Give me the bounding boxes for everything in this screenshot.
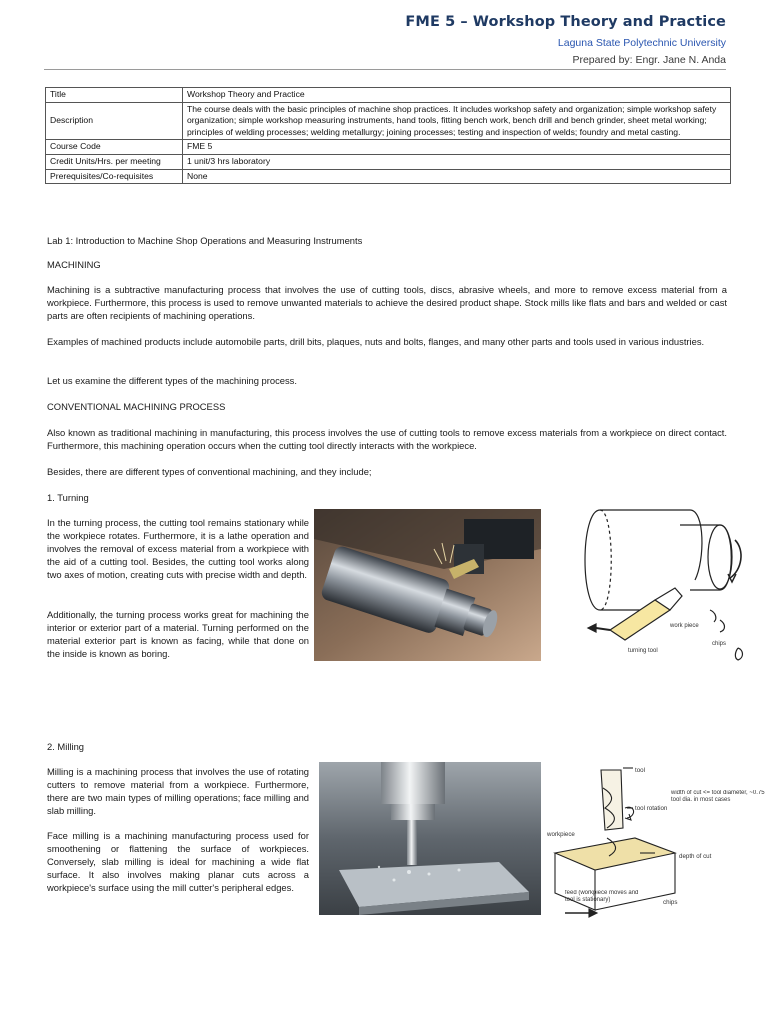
turning-paragraph-1: In the turning process, the cutting tool remains stationary while the workpiece rotates. Furthermore, it is a lathe operation and involves the removal of excess material from a workpiece with the aid of a cutting tool. Besides, the cutting tool works along two axes of motion, creating cuts with precise width and depth.	[47, 517, 309, 580]
description-value: The course deals with the basic principles of machine shop practices. It includes workshop safety and organization; simple workshop safety organization; simple workshop measuring instruments, hand tools, fitting bench work, bench drill and bench grinder, sheet metal working; principles of welding processes; welding metallurgy; joining processes; testing and inspection of welds; foundry and metal casting.	[183, 102, 731, 140]
description-label: Description	[46, 102, 183, 140]
milling-paragraph-2: Face milling is a machining manufacturing process used for smoothening or flattening the surface of workpieces. Conversely, slab milling is ideal for machining a wide flat surface. It also involves making planar cuts across a workpiece's surface using the mill cutter's peripheral edges.	[47, 830, 309, 893]
table-row	[46, 154, 731, 169]
milling-heading: 2. Milling	[47, 741, 84, 752]
lathe-turning-photo	[314, 509, 541, 661]
machining-paragraph-2: Examples of machined products include automobile parts, drill bits, plaques, nuts and bolts, flanges, and many other parts and tools used in various industries.	[47, 336, 705, 347]
width-of-cut-label: width of cut <= tool diameter, ~0.75 tool dia. in most cases	[671, 790, 765, 803]
conventional-paragraph-1: Also known as traditional machining in manufacturing, this process involves the use of cutting tools to remove excess materials from a workpiece on direct contact. Furthermore, this machining operation occurs when the cutting tool directly interacts with the workpiece.	[47, 427, 727, 451]
tool-label: tool	[635, 767, 645, 774]
turning-paragraph-2: Additionally, the turning process works great for machining the interior or exterior part of a material. Turning performed on the material exterior part is known as facing, while that done on the inside is known as boring.	[47, 609, 309, 659]
milling-paragraph-1: Milling is a machining process that involves the use of rotating cutters to remove material from a workpiece. Furthermore, there are two main types of milling operations; face milling and slab milling.	[47, 766, 309, 816]
workpiece-label: workpiece	[547, 831, 575, 838]
course-code-value: FME 5	[183, 140, 731, 155]
title-label: Title	[46, 88, 183, 103]
university-name: Laguna State Polytechnic University	[557, 37, 726, 49]
page-header	[405, 14, 726, 66]
course-info-table	[45, 87, 731, 184]
milling-photo	[319, 762, 541, 915]
credit-units-label: Credit Units/Hrs. per meeting	[46, 154, 183, 169]
course-code-label: Course Code	[46, 140, 183, 155]
turning-tool-label: turning tool	[628, 648, 658, 654]
tool-rotation-label: tool rotation	[635, 805, 668, 812]
conventional-paragraph-2: Besides, there are different types of conventional machining, and they include;	[47, 466, 372, 477]
chips-label: chips	[712, 641, 727, 647]
header-divider	[44, 69, 726, 70]
table-row	[46, 140, 731, 155]
milling-chips-label: chips	[663, 899, 678, 906]
title-value: Workshop Theory and Practice	[183, 88, 731, 103]
prerequisites-label: Prerequisites/Co-requisites	[46, 169, 183, 184]
depth-of-cut-label: depth of cut	[679, 853, 712, 860]
table-row	[46, 169, 731, 184]
turning-diagram	[570, 500, 755, 670]
credit-units-value: 1 unit/3 hrs laboratory	[183, 154, 731, 169]
lab-title: Lab 1: Introduction to Machine Shop Operations and Measuring Instruments	[47, 235, 363, 246]
table-row	[46, 102, 731, 140]
prepared-by: Prepared by: Engr. Jane N. Anda	[572, 54, 726, 66]
machining-paragraph-3: Let us examine the different types of the machining process.	[47, 375, 297, 386]
prerequisites-value: None	[183, 169, 731, 184]
course-title: FME 5 – Workshop Theory and Practice	[405, 14, 726, 30]
work-piece-label: work piece	[670, 623, 699, 629]
feed-label: feed (workpiece moves and tool is stationary)	[565, 890, 639, 903]
machining-heading: MACHINING	[47, 259, 101, 270]
turning-heading: 1. Turning	[47, 492, 89, 503]
conventional-heading: CONVENTIONAL MACHINING PROCESS	[47, 401, 226, 412]
milling-diagram	[545, 758, 765, 923]
machining-paragraph-1: Machining is a subtractive manufacturing process that involves the use of cutting tools, discs, abrasive wheels, and more to remove excess material from a workpiece. Furthermore, this process is used to remove unwanted materials to achieve the desired product shape. Stock mills like flats and bars and welded or cast parts are often recipients of machining operations.	[47, 284, 727, 321]
table-row	[46, 88, 731, 103]
